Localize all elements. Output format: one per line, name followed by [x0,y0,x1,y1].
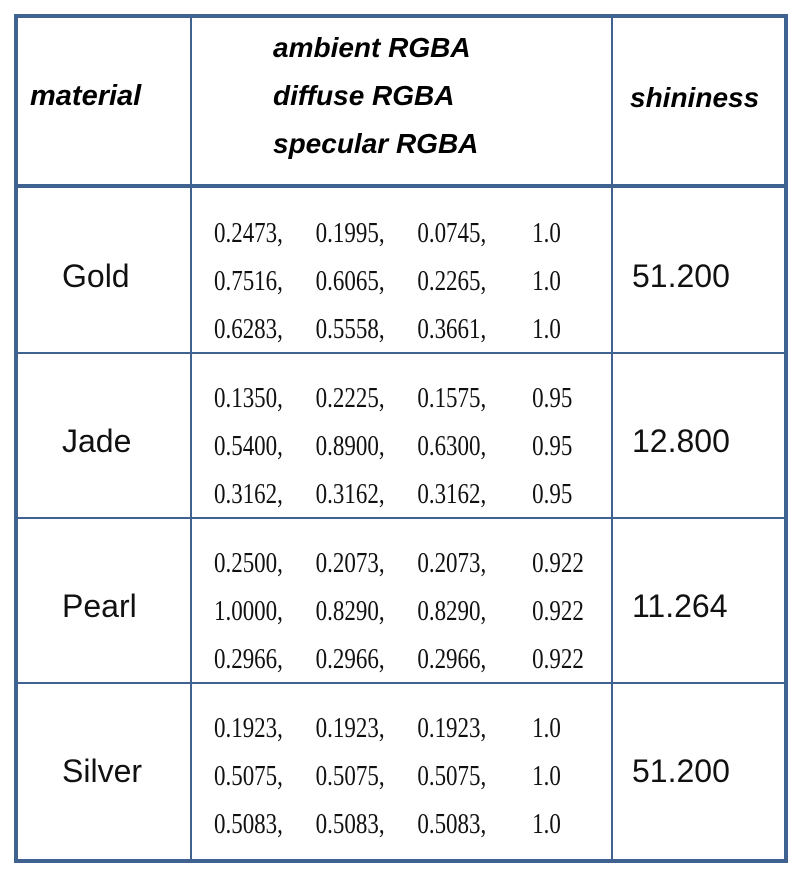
specular-values [214,306,581,354]
shininess-value: 11.264 [632,588,728,624]
value: 0.2225, [315,383,385,414]
value: 0.5558, [315,314,385,345]
specular-values [214,801,581,849]
value: 1.0000, [214,596,283,627]
alpha-value: 0.95 [532,383,573,414]
shininess-value: 51.200 [632,258,730,294]
value: 0.5075, [315,761,385,792]
alpha-value: 1.0 [532,809,561,840]
rgba-cell [190,518,613,683]
value: 0.2073, [417,548,487,579]
header-ambient: ambient RGBA [273,32,471,63]
shininess-cell [613,518,784,683]
value: 0.1995, [315,218,385,249]
value: 0.5083, [214,809,283,840]
value: 0.2473, [214,218,283,249]
specular-values [214,471,581,519]
value: 0.1923, [214,713,283,744]
value: 0.6283, [214,314,283,345]
material-cell [18,353,190,518]
alpha-value: 1.0 [532,761,561,792]
ambient-values [214,540,584,588]
rgba-values [214,705,662,849]
value: 0.7516, [214,266,283,297]
value: 0.5075, [214,761,283,792]
alpha-value: 0.95 [532,479,573,510]
value: 0.6065, [315,266,385,297]
header-material-cell [18,18,190,186]
value: 0.2073, [315,548,385,579]
alpha-value: 1.0 [532,266,561,297]
rgba-values [214,210,662,354]
alpha-value: 1.0 [532,713,561,744]
specular-values [214,636,584,684]
value: 0.8290, [315,596,385,627]
header-shininess-cell [613,18,784,186]
value: 0.8900, [315,431,385,462]
value: 0.5400, [214,431,283,462]
value: 0.2500, [214,548,283,579]
header-diffuse: diffuse RGBA [273,80,455,111]
material-table [14,14,788,863]
value: 0.1350, [214,383,283,414]
value: 0.1923, [417,713,487,744]
diffuse-values [214,588,584,636]
table-row [18,683,784,859]
value: 0.1575, [417,383,487,414]
alpha-value: 0.922 [532,644,584,675]
rgba-cell [190,683,613,859]
table-row [18,188,784,353]
table-row [18,518,784,683]
ambient-values [214,375,581,423]
header-material: material [30,80,142,112]
material-cell [18,188,190,353]
diffuse-values [214,258,581,306]
shininess-value: 51.200 [632,753,730,789]
value: 0.3162, [417,479,487,510]
shininess-cell [613,353,784,518]
diffuse-values [214,423,581,471]
material-name: Gold [62,258,130,294]
value: 0.2966, [315,644,385,675]
rgba-cell [190,353,613,518]
material-name: Silver [62,753,143,789]
rgba-cell [190,188,613,353]
header-specular: specular RGBA [273,128,479,159]
material-cell [18,683,190,859]
alpha-value: 1.0 [532,218,561,249]
header-shininess: shininess [630,82,760,113]
header-rgba-cell [190,18,613,186]
alpha-value: 0.922 [532,596,584,627]
table-header-row [18,18,784,186]
shininess-cell [613,188,784,353]
alpha-value: 0.95 [532,431,573,462]
value: 0.1923, [315,713,385,744]
table-row [18,353,784,518]
rgba-values [214,540,662,684]
shininess-cell [613,683,784,859]
material-name: Pearl [62,588,137,624]
value: 0.5083, [315,809,385,840]
value: 0.2265, [417,266,487,297]
value: 0.8290, [417,596,487,627]
shininess-value: 12.800 [632,423,730,459]
material-name: Jade [62,423,132,459]
rgba-values [214,375,662,519]
value: 0.0745, [417,218,487,249]
alpha-value: 1.0 [532,314,561,345]
value: 0.2966, [214,644,283,675]
ambient-values [214,705,581,753]
value: 0.2966, [417,644,487,675]
value: 0.3162, [214,479,283,510]
alpha-value: 0.922 [532,548,584,579]
value: 0.5075, [417,761,487,792]
material-cell [18,518,190,683]
value: 0.5083, [417,809,487,840]
diffuse-values [214,753,581,801]
value: 0.6300, [417,431,487,462]
value: 0.3162, [315,479,385,510]
value: 0.3661, [417,314,487,345]
ambient-values [214,210,581,258]
